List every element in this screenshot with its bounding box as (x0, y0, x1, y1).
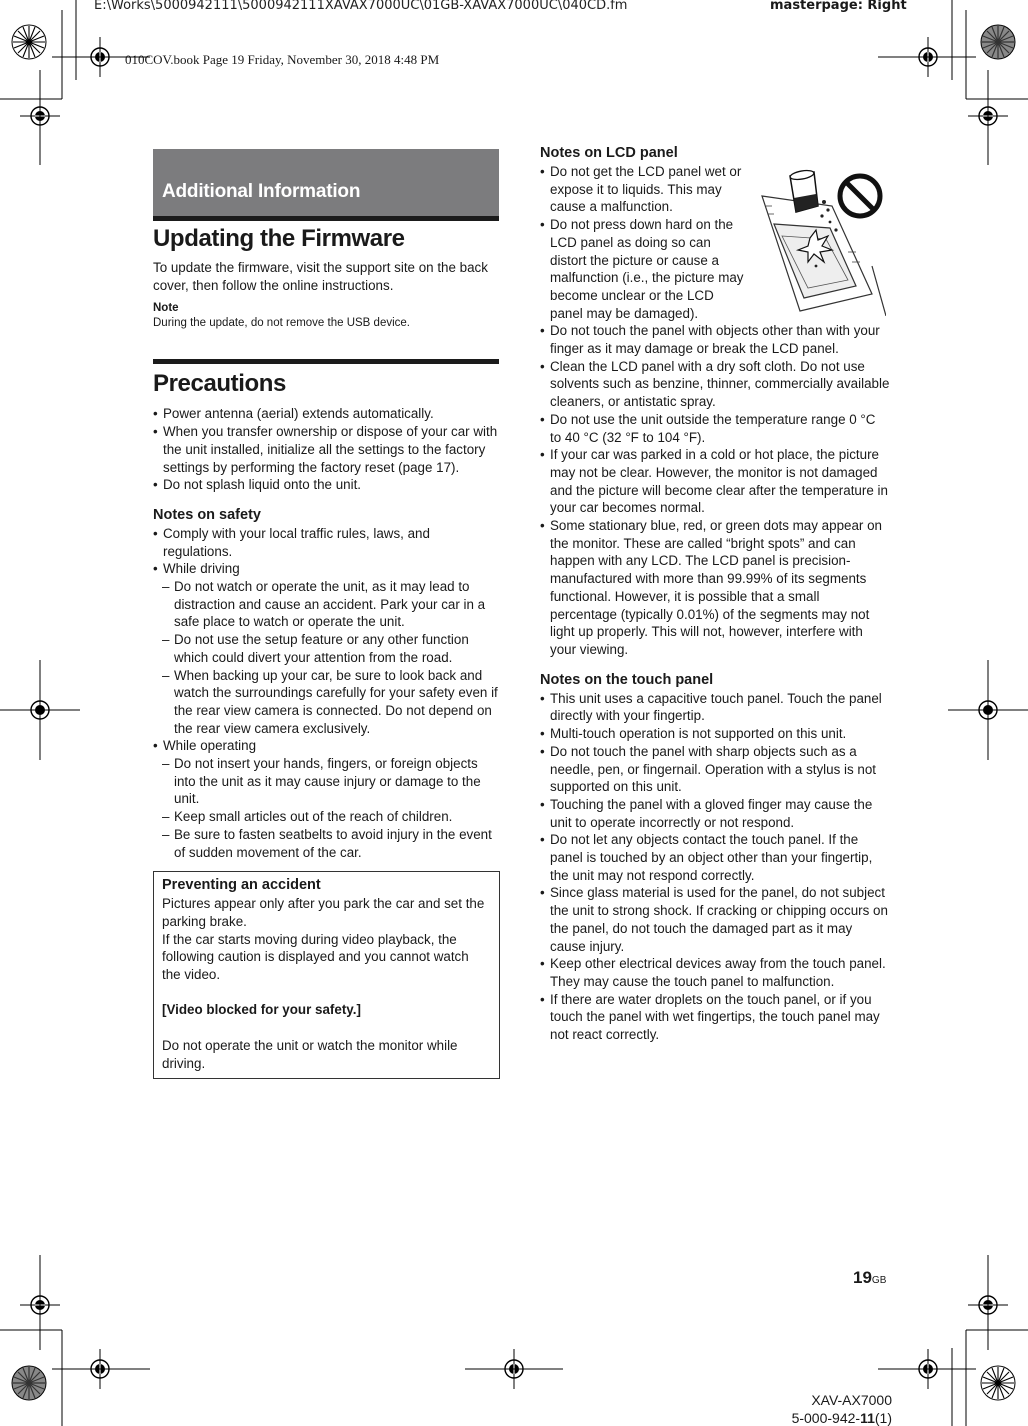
page-number-suffix: GB (871, 1275, 887, 1286)
section-header-bar (153, 149, 499, 216)
page-number (853, 1268, 886, 1288)
firmware-note-heading: Note (153, 302, 179, 315)
masterpage-label: masterpage: Right (770, 0, 907, 13)
safety-heading: Notes on safety (153, 506, 261, 523)
model-info (792, 1391, 892, 1426)
left-column (153, 149, 500, 1079)
list-item: • Power antenna (aerial) extends automatically. (153, 405, 500, 423)
list-item: • Do not use the unit outside the temperature range 0 °C to 40 °C (32 °F to 104 °F). (540, 411, 890, 446)
lcd-heading: Notes on LCD panel (540, 145, 678, 161)
accident-p2: If the car starts moving during video playback, the following caution is displayed and you cannot watch the video. (162, 931, 469, 983)
safety-list (153, 525, 500, 861)
list-item: • Some stationary blue, red, or green dots may appear on the monitor. These are called “bright spots” and can happen with any LCD. The LCD panel is precision-manufactured with more than 99.99% of its segments functional. However, it is possible that a small percentage (typically 0.01%) of the segments may not light up properly. This will not, however, interfere with your viewing. (540, 517, 890, 659)
cup-icon (789, 169, 818, 212)
accident-p3: Do not operate the unit or watch the monitor while driving. (162, 1037, 458, 1071)
section-title: Additional Information (162, 181, 361, 202)
list-item: • Multi-touch operation is not supported on this unit. (540, 725, 890, 743)
list-item: • Comply with your local traffic rules, laws, and regulations. (153, 525, 500, 560)
touch-list (540, 690, 890, 1044)
list-item: • Do not touch the panel with sharp objects such as a needle, pen, or fingernail. Operation with a stylus is not supported on this unit. (540, 743, 890, 796)
precautions-list (153, 405, 500, 494)
firmware-note-body: During the update, do not remove the USB device. (153, 317, 410, 330)
model-code (792, 1409, 892, 1426)
list-item-label: While driving (163, 561, 240, 577)
touch-heading: Notes on the touch panel (540, 671, 714, 688)
accident-box (153, 871, 500, 1079)
list-item: • Do not touch the panel with objects other than with your finger as it may damage or break the LCD panel. (540, 322, 890, 357)
list-item: • Do not let any objects contact the touch panel. If the panel is touched by an object other than your fingertip, the unit may not respond correctly. (540, 831, 890, 884)
sublist-item: – Do not insert your hands, fingers, or foreign objects into the unit as it may cause injury or damage to the unit. (153, 755, 500, 808)
model-code-bold: 11 (860, 1410, 875, 1426)
list-item: • When you transfer ownership or dispose of your car with the unit installed, initialize all the settings to the factory settings by performing the factory reset (page 17). (153, 423, 500, 476)
list-item-label: While operating (163, 738, 257, 754)
list-item: • Do not get the LCD panel wet or expose it to liquids. This may cause a malfunction. (540, 163, 745, 216)
no-liquid-warning-illustration (752, 166, 886, 316)
model-code-suffix: (1) (874, 1410, 892, 1426)
precautions-title: Precautions (153, 370, 286, 398)
list-item: • Do not press down hard on the LCD panel as doing so can distort the picture or cause a malfunction (i.e., the picture may become unclear or the LCD panel may be damaged). (540, 216, 745, 322)
precautions-rule (153, 359, 499, 364)
file-path-header: E:\Works\5000942111\5000942111XAVAX7000UC\01GB-XAVAX7000UC\040CD.fm (94, 0, 628, 13)
list-item: • If there are water droplets on the touch panel, or if you touch the panel with wet fingertips, the touch panel may not react correctly. (540, 991, 890, 1044)
driving-sublist (153, 578, 500, 737)
sublist-item: – When backing up your car, be sure to look back and watch the surroundings carefully for your safety even if the rear view camera is connected. Do not depend on the rear view camera exclusively. (153, 667, 500, 738)
sublist-item: – Be sure to fasten seatbelts to avoid injury in the event of sudden movement of the car. (153, 826, 500, 861)
accident-heading: Preventing an accident (162, 877, 321, 894)
sublist-item: – Do not use the setup feature or any other function which could divert your attention from the road. (153, 631, 500, 666)
list-item: • Clean the LCD panel with a dry soft cloth. Do not use solvents such as benzine, thinner, commercially available cleaners, or antistatic spray. (540, 358, 890, 411)
list-item: • Touching the panel with a gloved finger may cause the unit to operate incorrectly or not respond. (540, 796, 890, 831)
accident-caution: [Video blocked for your safety.] (162, 1002, 361, 1018)
page-number-value: 19 (853, 1268, 872, 1287)
sublist-item: – Keep small articles out of the reach of children. (153, 808, 500, 826)
list-item: • If your car was parked in a cold or hot place, the picture may not be clear. However, the monitor is not damaged and the picture will become clear after the temperature in your car becomes normal. (540, 446, 890, 517)
list-item: • Do not splash liquid onto the unit. (153, 476, 500, 494)
prohibition-icon (840, 176, 880, 216)
list-item: • Since glass material is used for the panel, do not subject the unit to strong shock. If cracking or chipping occurs on the panel, do not touch the damaged part as it may cause injury. (540, 884, 890, 955)
list-item (153, 737, 500, 861)
operating-sublist (153, 755, 500, 861)
list-item (153, 560, 500, 737)
book-line: 010COV.book Page 19 Friday, November 30, 2018 4:48 PM (125, 52, 440, 67)
sublist-item: – Do not watch or operate the unit, as it may lead to distraction and cause an accident. Park your car in a safe place to watch or operate the unit. (153, 578, 500, 631)
model-name: XAV-AX7000 (811, 1392, 892, 1408)
list-item: • This unit uses a capacitive touch panel. Touch the panel directly with your fingertip. (540, 690, 890, 725)
accident-p1: Pictures appear only after you park the car and set the parking brake. (162, 896, 485, 929)
list-item: • Keep other electrical devices away from the touch panel. They may cause the touch panel to malfunction. (540, 955, 890, 990)
model-code-prefix: 5-000-942- (791, 1410, 861, 1426)
firmware-body: To update the firmware, visit the support site on the back cover, then follow the online instructions. (153, 260, 488, 293)
firmware-title: Updating the Firmware (153, 225, 405, 252)
section-rule (153, 216, 499, 221)
